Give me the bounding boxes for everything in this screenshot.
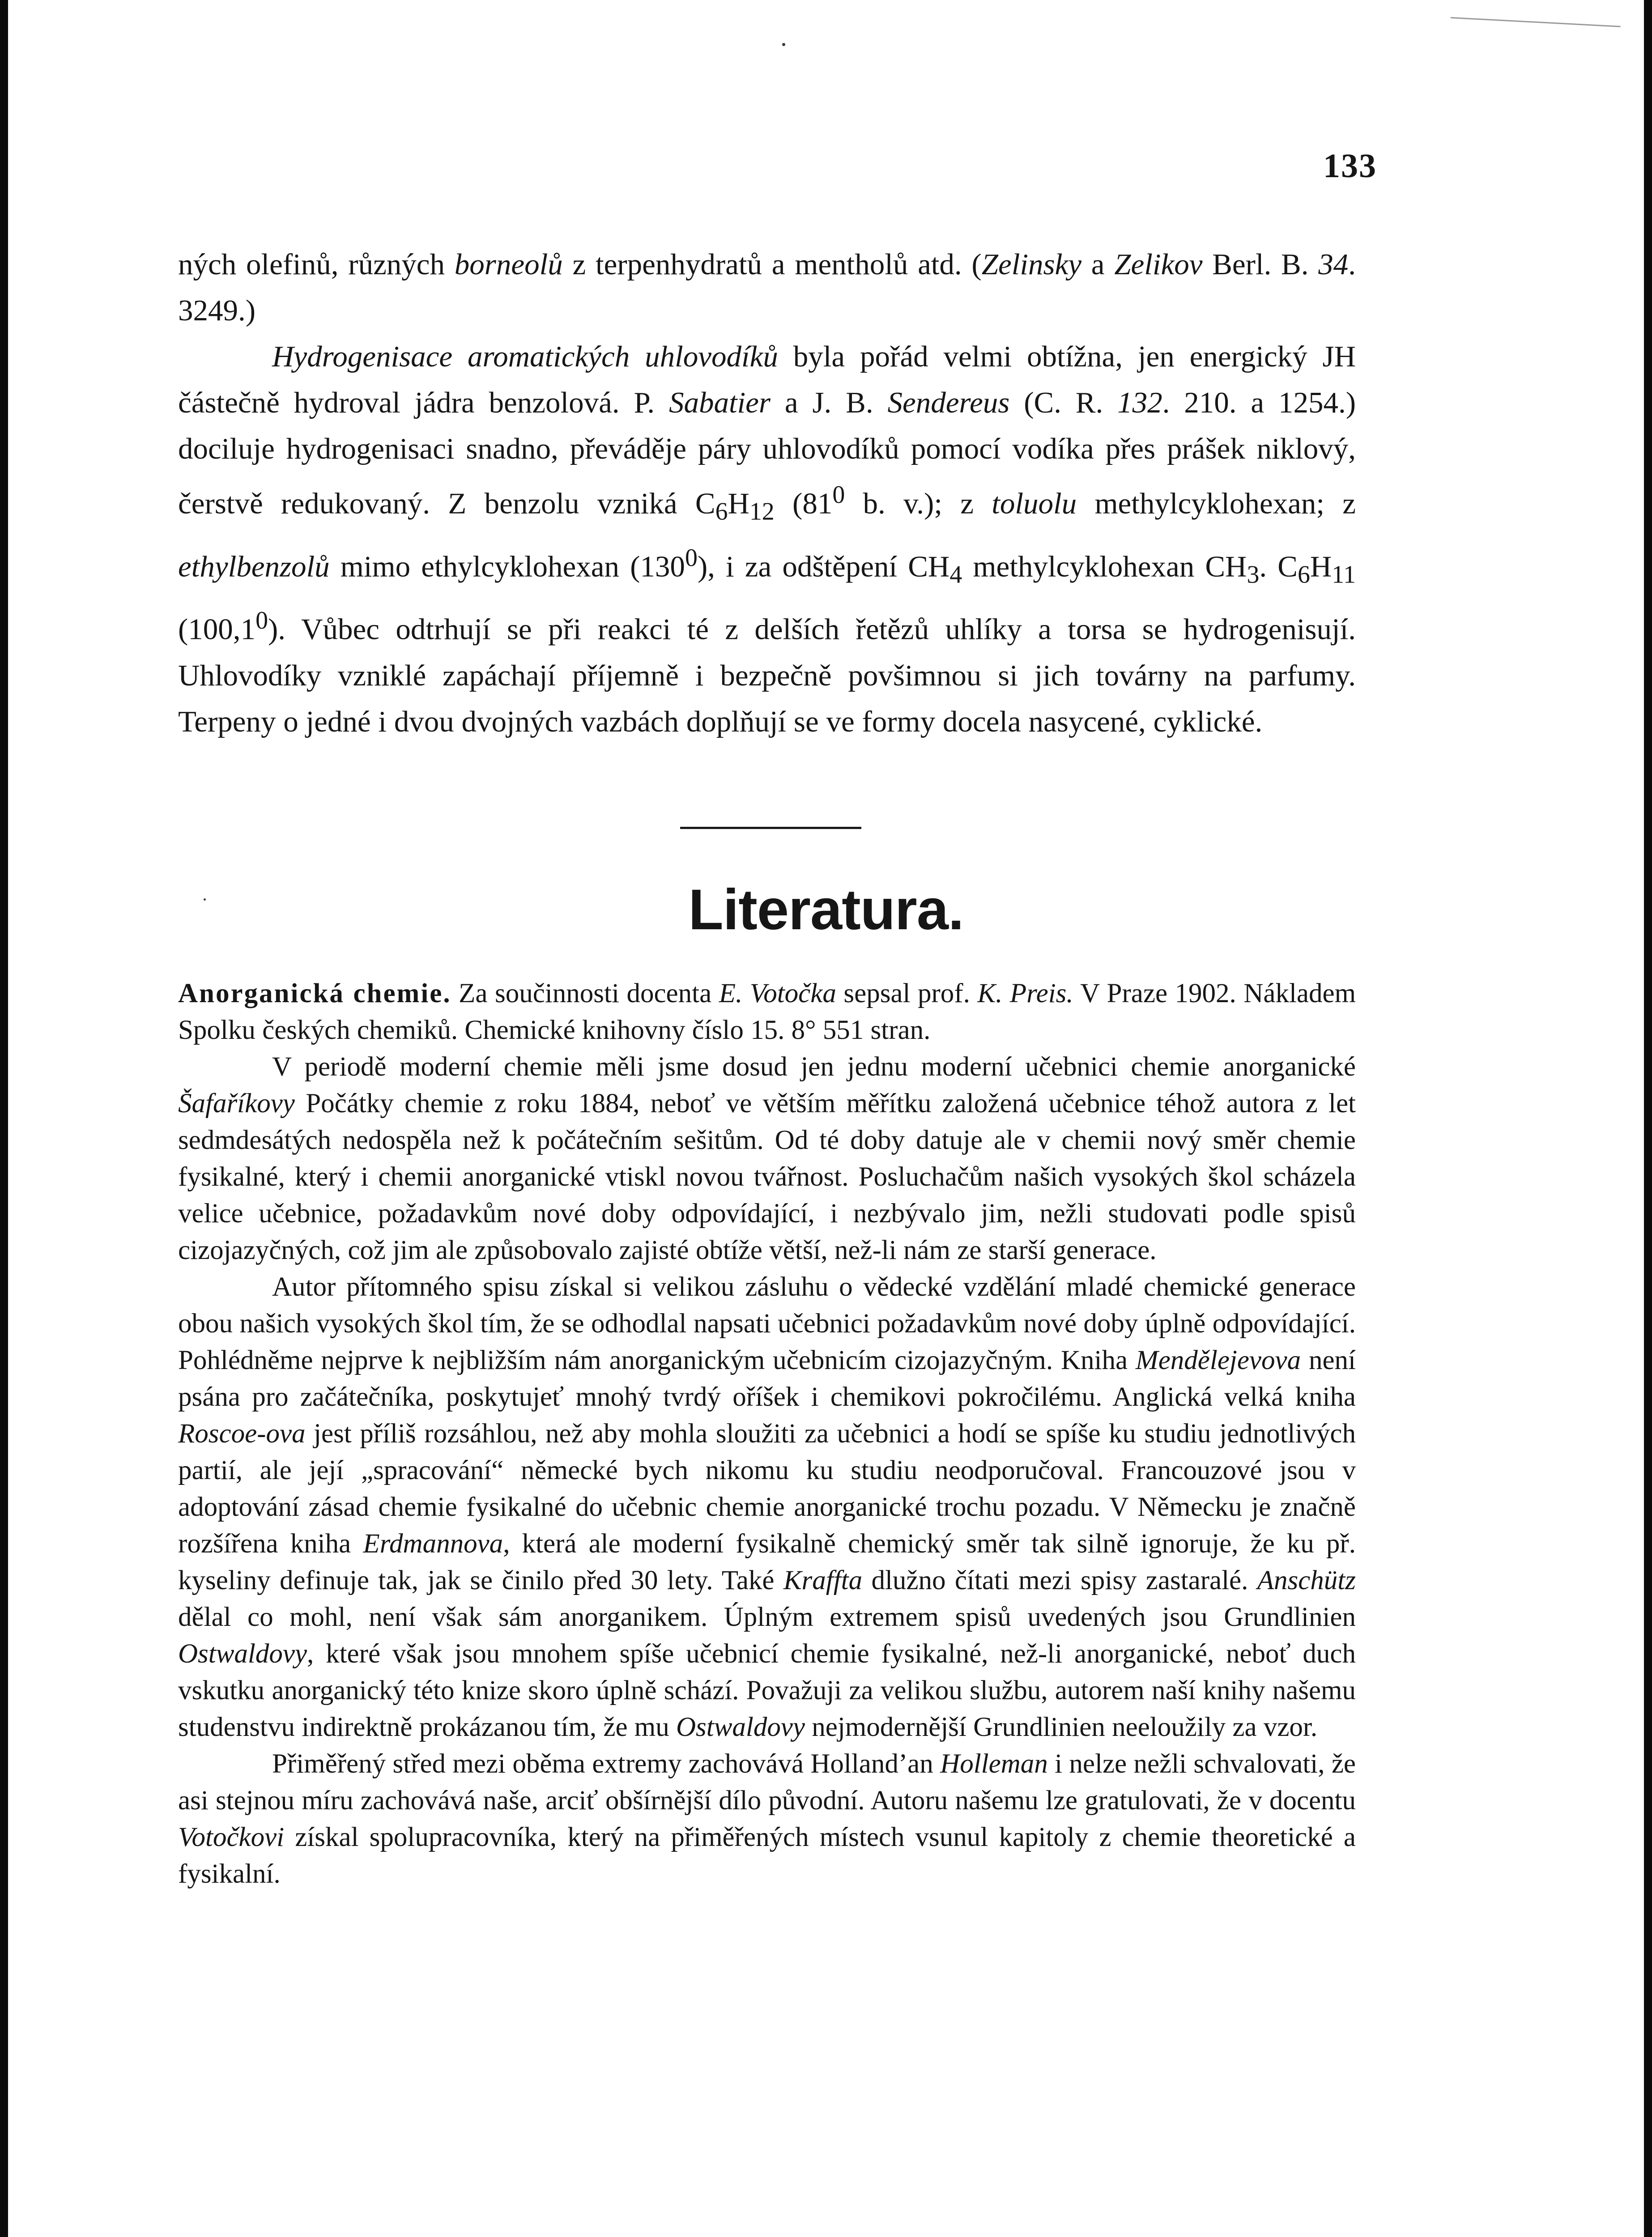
text-run: . 210. a 1254.) dociluje hydrogenisaci snadno, převáděje páry uhlovodíků pomocí vodíka přes prášek niklový, čerstvě redukovaný. Z benzolu vzniká C <box>178 386 1356 520</box>
text-run: dlužno čítati mezi spisy zastaralé. <box>862 1565 1257 1595</box>
book-entry <box>178 975 1356 1049</box>
text-run: i nelze nežli schvalovati, že asi stejnou míru zachovává naše, arciť obšírnější dílo původní. Autoru našemu lze gratulovati, že v docentu <box>178 1749 1356 1816</box>
text-run: (81 <box>774 487 833 520</box>
italic-text: Holleman <box>940 1749 1048 1779</box>
text-run: H <box>728 487 749 520</box>
text-run: ). Vůbec odtrhují se při reakci té z delších řetězů uhlíky a torsa se hydrogenisují. Uhlovodíky vzniklé zapáchají příjemně i bezpečně povšimnou si jich továrny na parfumy. Terpeny o jedné i dvou dvojných vazbách doplňují se ve formy docela nasycené, cyklické. <box>178 612 1356 738</box>
italic-text: Roscoe-ova <box>178 1419 306 1449</box>
text-run: Přiměřený střed mezi oběma extremy zachovává Holland’an <box>272 1749 941 1779</box>
subscript: 12 <box>749 498 775 526</box>
text-run: , které však jsou mnohem spíše učebnicí chemie fysikalné, než-li anorganické, neboť duch vskutku anorganický této knize skoro úplně schází. Považuji za velikou službu, autorem naší knihy našemu studenstvu indirektně prokázanou tím, že mu <box>178 1639 1356 1742</box>
text-run: byla pořád velmi obtížna, jen energický JH částečně hydroval jádra benzolová. P. <box>178 340 1356 419</box>
text-run: nejmodernější Grundlinien neeloužily za vzor. <box>805 1712 1318 1742</box>
page-number: 133 <box>1323 147 1377 185</box>
review-paragraph-1 <box>178 1049 1356 1269</box>
text-run: Autor přítomného spisu získal si velikou zásluhu o vědecké vzdělání mladé chemické generace obou našich vysokých škol tím, že se odhodlal napsati učebnici požadavkům nové doby úplně odpovídající. Pohlédněme nejprve k nejbližším nám anorganickým učebnicím cizojazyčným. Kniha <box>178 1272 1356 1375</box>
italic-text: Zelikov <box>1114 248 1203 281</box>
italic-text: borneolů <box>454 248 563 281</box>
scan-speck <box>204 898 206 901</box>
text-run: Berl. B. <box>1202 248 1319 281</box>
italic-text: ethylbenzolů <box>178 550 330 583</box>
text-run: ných olefinů, různých <box>178 248 455 281</box>
italic-text: Sendereus <box>887 386 1010 419</box>
text-run: není psána pro začátečníka, poskytujeť mnohý tvrdý oříšek i chemikovi pokročilému. Anglická velká kniha <box>178 1345 1356 1412</box>
italic-text: 132 <box>1117 386 1162 419</box>
literature-heading: Literatura. <box>688 878 964 942</box>
italic-text: Ostwaldovy <box>178 1639 307 1669</box>
scan-speck <box>782 43 785 46</box>
italic-text: K. Preis. <box>977 978 1073 1008</box>
text-run: sepsal prof. <box>836 978 978 1008</box>
italic-text: Zelinsky <box>981 248 1082 281</box>
italic-text: Ostwaldovy <box>676 1712 805 1742</box>
text-run: (100,1 <box>178 612 256 646</box>
italic-text: Šafaříkovy <box>178 1089 295 1118</box>
text-run: , která ale moderní fysikalně chemický směr tak silně ignoruje, že ku př. kyseliny definuje tak, jak se činilo před 30 lety. Také <box>178 1529 1356 1595</box>
review-paragraph-3 <box>178 1746 1356 1893</box>
subscript: 6 <box>1297 561 1310 589</box>
italic-text: Anschütz <box>1257 1565 1356 1595</box>
italic-text: 34 <box>1318 248 1349 281</box>
text-run: získal spolupracovníka, který na přiměřených místech vsunul kapitoly z chemie theoretické a fysikalní. <box>178 1822 1356 1889</box>
literature-section <box>178 975 1356 1893</box>
superscript: 0 <box>832 481 845 509</box>
text-run: jest příliš rozsáhlou, než aby mohla sloužiti za učebnici a hodí se spíše ku studiu jednotlivých partií, ale její „spracování“ německé bych nikomu ku studiu neodporučoval. Francouzové jsou v adoptování zásad chemie fysikalné do učebnic chemie anorganické trochu pozadu. V Německu je značně rozšířena kniha <box>178 1419 1356 1559</box>
superscript: 0 <box>685 544 698 572</box>
bold-title: Anorganická chemie. <box>178 978 451 1008</box>
text-run: mimo ethylcyklohexan (130 <box>329 550 685 583</box>
text-run: H <box>1310 550 1332 583</box>
italic-text: Erdmannova <box>363 1529 503 1559</box>
text-run: dělal co mohl, není však sám anorganikem. Úplným extremem spisů uvedených jsou Grundlinien <box>178 1602 1356 1632</box>
top-section <box>178 242 1356 745</box>
italic-text: Hydrogenisace aromatických uhlovodíků <box>272 340 778 373</box>
italic-text: toluolu <box>992 487 1077 520</box>
text-run: V periodě moderní chemie měli jsme dosud jen jednu moderní učebnici chemie anorganické <box>272 1052 1356 1082</box>
italic-text: E. Votočka <box>719 978 836 1008</box>
section-divider <box>680 827 861 829</box>
text-run: . 3249.) <box>178 248 1356 327</box>
italic-text: Mendělejevova <box>1135 1345 1301 1375</box>
text-run: methylcyklohexan CH <box>962 550 1247 583</box>
subscript: 3 <box>1247 561 1260 589</box>
review-paragraph-2 <box>178 1269 1356 1746</box>
text-run: a J. B. <box>770 386 888 419</box>
superscript: 0 <box>255 607 268 635</box>
italic-text: Votočkovi <box>178 1822 285 1852</box>
text-run: a <box>1081 248 1115 281</box>
text-run: (C. R. <box>1009 386 1118 419</box>
italic-text: Sabatier <box>668 386 771 419</box>
text-run: b. v.); z <box>845 487 992 520</box>
paragraph-olefins <box>178 242 1356 334</box>
text-run: . C <box>1259 550 1298 583</box>
text-run: Počátky chemie z roku 1884, neboť ve větším měřítku založená učebnice téhož autora z let sedmdesátých nedospěla než k počátečním sešitům. Od té doby datuje ale v chemii nový směr chemie fysikalné, který i chemii anorganické vtiskl novou tvářnost. Posluchačům našich vysokých škol scházela velice učebnice, požadavkům nové doby odpovídající, i nezbývalo jim, nežli studovati podle spisů cizojazyčných, což jim ale způsobovalo zajisté obtíže větší, než-li nám ze starší generace. <box>178 1089 1356 1265</box>
subscript: 11 <box>1332 561 1356 589</box>
paragraph-hydrogenation <box>178 334 1356 745</box>
text-run: z terpenhydratů a mentholů atd. ( <box>562 248 982 281</box>
text-run: Za součinnosti docenta <box>451 978 719 1008</box>
text-run: methylcyklohexan; z <box>1077 487 1356 520</box>
text-run: ), i za odštěpení CH <box>697 550 950 583</box>
subscript: 6 <box>715 498 728 526</box>
text-run: V Praze 1902. Nákladem Spolku českých chemiků. Chemické knihovny číslo 15. 8° 551 stran. <box>178 978 1356 1045</box>
subscript: 4 <box>949 561 962 589</box>
italic-text: Kraffta <box>783 1565 863 1595</box>
